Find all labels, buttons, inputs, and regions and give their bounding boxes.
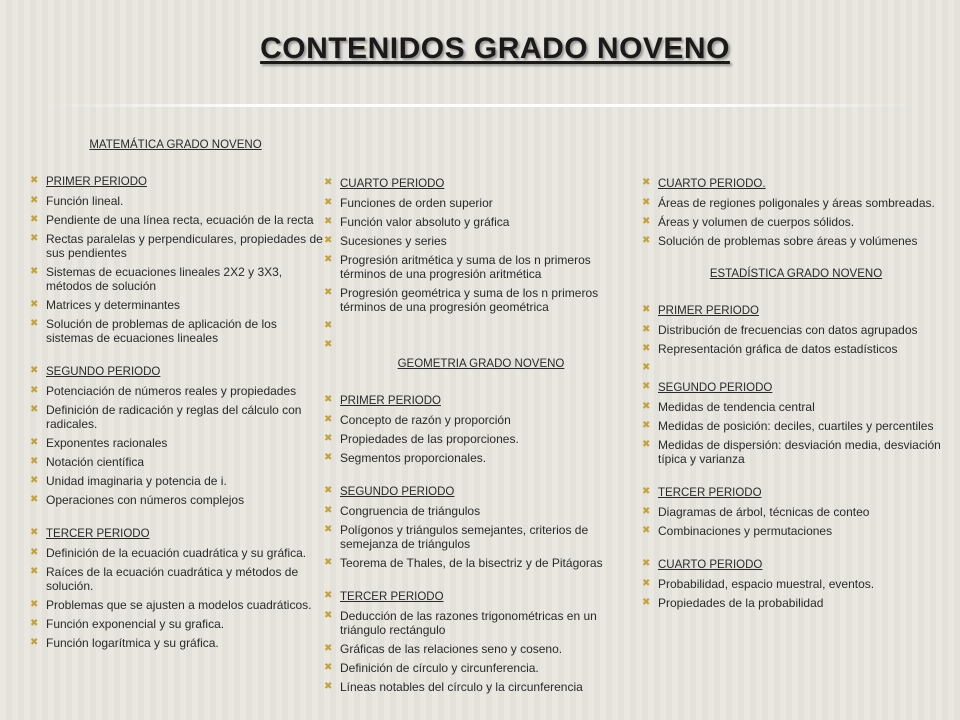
bullet-icon: ✖ xyxy=(324,681,333,692)
bullet-icon: ✖ xyxy=(642,197,651,208)
list-item: ✖ Función lineal. xyxy=(30,194,124,208)
bullet-icon: ✖ xyxy=(30,618,39,629)
bullet-icon: ✖ xyxy=(30,475,39,486)
list-item: ✖ Probabilidad, espacio muestral, eventos. xyxy=(642,577,875,591)
bullet-icon: ✖ xyxy=(30,404,39,415)
list-item: ✖ Pendiente de una línea recta, ecuación de la recta xyxy=(30,213,314,227)
bullet-icon: ✖ xyxy=(30,456,39,467)
list-item: ✖ Propiedades de la probabilidad xyxy=(642,596,824,610)
page-title: CONTENIDOS GRADO NOVENO xyxy=(260,32,730,65)
bullet-icon: ✖ xyxy=(642,235,651,246)
column-matematica xyxy=(28,138,323,655)
bullet-icon: ✖ xyxy=(642,381,651,392)
bullet-icon: ✖ xyxy=(642,506,651,517)
bullet-icon: ✖ xyxy=(30,214,39,225)
list-item: ✖ Función logarítmica y su gráfica. xyxy=(30,636,219,650)
list-item: ✖ Medidas de dispersión: desviación media, desviación típica y varianza xyxy=(642,438,941,466)
list-item: ✖ Rectas paralelas y perpendiculares, propiedades de sus pendientes xyxy=(30,232,323,260)
bullet-icon: ✖ xyxy=(642,304,651,315)
list-item: ✖ Teorema de Thales, de la bisectriz y de Pitágoras xyxy=(324,556,603,570)
list-item: ✖ PRIMER PERIODO xyxy=(642,304,759,317)
list-item: ✖ Áreas de regiones poligonales y áreas sombreadas. xyxy=(642,196,935,210)
bullet-icon: ✖ xyxy=(324,643,333,654)
list-item: ✖ TERCER PERIODO xyxy=(324,590,444,603)
bullet-icon: ✖ xyxy=(324,254,333,265)
bullet-icon: ✖ xyxy=(324,177,333,188)
bullet-icon: ✖ xyxy=(324,505,333,516)
list-item: ✖ Unidad imaginaria y potencia de i. xyxy=(30,474,227,488)
list-item: ✖ Áreas y volumen de cuerpos sólidos. xyxy=(642,215,855,229)
list-item: ✖ Raíces de la ecuación cuadrática y métodos de solución. xyxy=(30,565,299,593)
empty-list-item xyxy=(322,319,640,333)
list-item: ✖ Concepto de razón y proporción xyxy=(324,413,511,427)
subhead-estadistica: ESTADÍSTICA GRADO NOVENO xyxy=(709,268,883,280)
list-item: ✖ TERCER PERIODO xyxy=(30,527,150,540)
list-item: ✖ Segmentos proporcionales. xyxy=(324,451,487,465)
list-item: ✖ Definición de círculo y circunferencia. xyxy=(324,661,539,675)
bullet-icon: ✖ xyxy=(642,578,651,589)
bullet-icon: ✖ xyxy=(642,439,651,450)
bullet-icon: ✖ xyxy=(30,299,39,310)
bullet-icon: ✖ xyxy=(30,599,39,610)
list-item: ✖ Progresión geométrica y suma de los n primeros términos de una progresión geométrica xyxy=(324,286,599,314)
list-item: ✖ Congruencia de triángulos xyxy=(324,504,481,518)
bullet-icon: ✖ xyxy=(324,320,333,331)
bullet-icon: ✖ xyxy=(324,433,333,444)
bullet-icon: ✖ xyxy=(324,590,333,601)
list-item: ✖ Solución de problemas sobre áreas y volúmenes xyxy=(642,234,918,248)
list-item: ✖ Representación gráfica de datos estadísticos xyxy=(642,342,898,356)
bullet-icon: ✖ xyxy=(642,420,651,431)
list-item: ✖ Diagramas de árbol, técnicas de conteo xyxy=(642,505,870,519)
bullet-icon: ✖ xyxy=(642,216,651,227)
list-item: ✖ Definición de la ecuación cuadrática y su gráfica. xyxy=(30,546,307,560)
column-algebra-geometria xyxy=(322,176,640,699)
list-item: ✖ Función exponencial y su grafica. xyxy=(30,617,225,631)
list-item: ✖ CUARTO PERIODO. xyxy=(642,177,766,190)
bullet-icon: ✖ xyxy=(642,486,651,497)
list-item: ✖ Matrices y determinantes xyxy=(30,298,181,312)
bullet-icon: ✖ xyxy=(30,637,39,648)
bullet-icon: ✖ xyxy=(30,437,39,448)
list-item: ✖ PRIMER PERIODO xyxy=(30,175,147,188)
list-item: ✖ CUARTO PERIODO xyxy=(642,558,763,571)
list-item: ✖ Sucesiones y series xyxy=(324,234,447,248)
bullet-icon: ✖ xyxy=(324,610,333,621)
list-item: ✖ Funciones de orden superior xyxy=(324,196,493,210)
list-item: ✖ Combinaciones y permutaciones xyxy=(642,524,833,538)
bullet-icon: ✖ xyxy=(30,195,39,206)
bullet-icon: ✖ xyxy=(642,401,651,412)
bullet-icon: ✖ xyxy=(324,235,333,246)
bullet-icon: ✖ xyxy=(324,287,333,298)
list-item: ✖ Medidas de tendencia central xyxy=(642,400,815,414)
subhead-matematica: MATEMÁTICA GRADO NOVENO xyxy=(89,139,262,151)
bullet-icon: ✖ xyxy=(642,597,651,608)
list-item: ✖ Propiedades de las proporciones. xyxy=(324,432,519,446)
bullet-icon: ✖ xyxy=(30,566,39,577)
title-divider xyxy=(40,104,920,107)
list-item: ✖ SEGUNDO PERIODO xyxy=(324,485,455,498)
list-item: ✖ Líneas notables del círculo y la circunferencia xyxy=(324,680,583,694)
empty-list-item xyxy=(322,338,640,352)
bullet-icon: ✖ xyxy=(30,527,39,538)
list-item: ✖ Operaciones con números complejos xyxy=(30,493,245,507)
bullet-icon: ✖ xyxy=(324,524,333,535)
list-item: ✖ TERCER PERIODO xyxy=(642,486,762,499)
list-item: ✖ SEGUNDO PERIODO xyxy=(642,381,773,394)
bullet-icon: ✖ xyxy=(30,233,39,244)
bullet-icon: ✖ xyxy=(324,216,333,227)
list-item: ✖ Notación científica xyxy=(30,455,145,469)
list-item: ✖ Sistemas de ecuaciones lineales 2X2 y 3X3, métodos de solución xyxy=(30,265,283,293)
bullet-icon: ✖ xyxy=(324,197,333,208)
bullet-icon: ✖ xyxy=(642,558,651,569)
list-item: ✖ Definición de radicación y reglas del cálculo con radicales. xyxy=(30,403,302,431)
list-item: ✖ Exponentes racionales xyxy=(30,436,168,450)
bullet-icon: ✖ xyxy=(30,547,39,558)
bullet-icon: ✖ xyxy=(642,177,651,188)
bullet-icon: ✖ xyxy=(642,343,651,354)
bullet-icon: ✖ xyxy=(642,525,651,536)
list-item: ✖ Polígonos y triángulos semejantes, criterios de semejanza de triángulos xyxy=(324,523,589,551)
bullet-icon: ✖ xyxy=(30,175,39,186)
list-item: ✖ Progresión aritmética y suma de los n primeros términos de una progresión aritmética xyxy=(324,253,591,281)
empty-list-item xyxy=(640,361,952,375)
list-item: ✖ Distribución de frecuencias con datos agrupados xyxy=(642,323,918,337)
bullet-icon: ✖ xyxy=(324,485,333,496)
list-item: ✖ SEGUNDO PERIODO xyxy=(30,365,161,378)
bullet-icon: ✖ xyxy=(30,385,39,396)
list-item: ✖ CUARTO PERIODO xyxy=(324,177,445,190)
bullet-icon: ✖ xyxy=(324,394,333,405)
bullet-icon: ✖ xyxy=(324,557,333,568)
bullet-icon: ✖ xyxy=(642,362,651,373)
list-item: ✖ PRIMER PERIODO xyxy=(324,394,441,407)
list-item: ✖ Gráficas de las relaciones seno y coseno. xyxy=(324,642,563,656)
list-item: ✖ Problemas que se ajusten a modelos cuadráticos. xyxy=(30,598,312,612)
bullet-icon: ✖ xyxy=(324,339,333,350)
bullet-icon: ✖ xyxy=(642,324,651,335)
bullet-icon: ✖ xyxy=(30,266,39,277)
list-item: ✖ Solución de problemas de aplicación de los sistemas de ecuaciones lineales xyxy=(30,317,277,345)
list-item: ✖ Medidas de posición: deciles, cuartiles y percentiles xyxy=(642,419,934,433)
bullet-icon: ✖ xyxy=(30,318,39,329)
column-geometria-estadistica xyxy=(640,176,952,615)
list-item: ✖ Función valor absoluto y gráfica xyxy=(324,215,510,229)
bullet-icon: ✖ xyxy=(324,452,333,463)
bullet-icon: ✖ xyxy=(30,494,39,505)
bullet-icon: ✖ xyxy=(324,414,333,425)
bullet-icon: ✖ xyxy=(30,365,39,376)
list-item: ✖ Deducción de las razones trigonométricas en un triángulo rectángulo xyxy=(324,609,597,637)
subhead-geometria: GEOMETRIA GRADO NOVENO xyxy=(397,358,565,370)
bullet-icon: ✖ xyxy=(324,662,333,673)
list-item: ✖ Potenciación de números reales y propiedades xyxy=(30,384,297,398)
